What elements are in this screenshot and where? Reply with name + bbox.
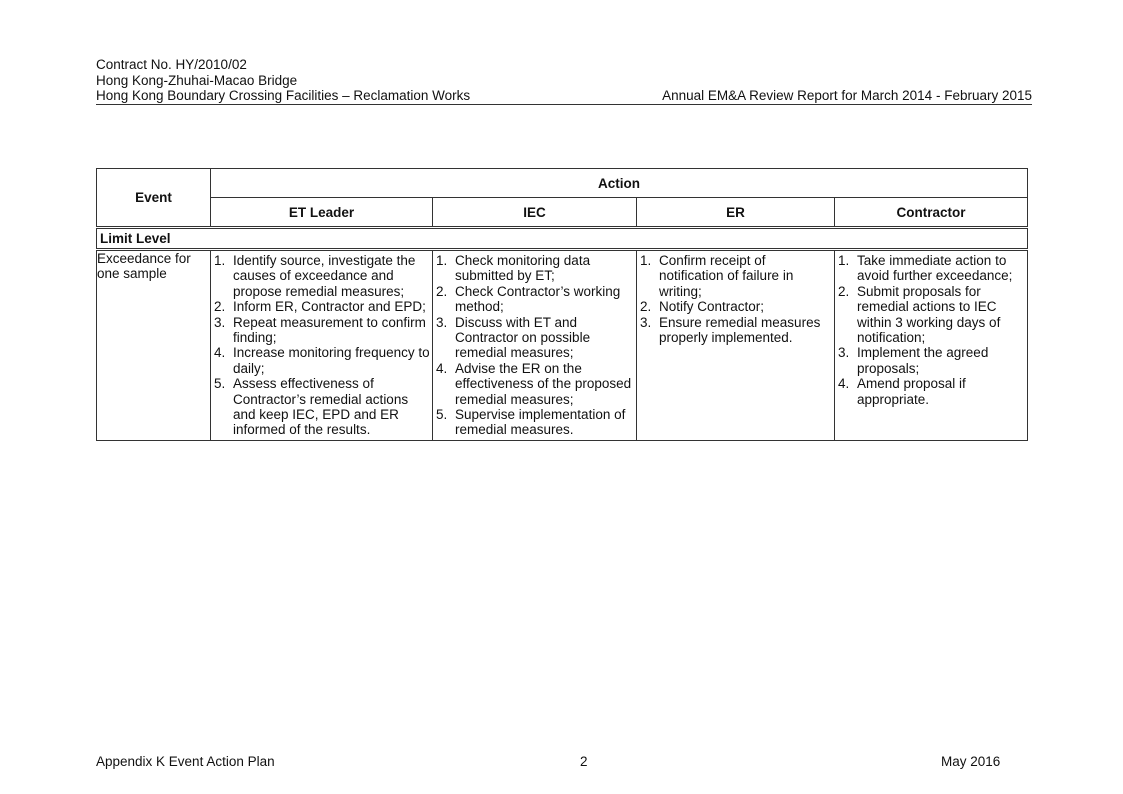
action-item-number: 3. (436, 314, 448, 330)
action-item-text: Implement the agreed proposals; (857, 345, 989, 376)
action-item-number: 1. (640, 253, 652, 268)
action-item-text: Check monitoring data submitted by ET; (455, 253, 591, 284)
action-item-number: 3. (838, 345, 850, 361)
action-item-text: Increase monitoring frequency to daily; (233, 345, 430, 376)
action-item-text: Take immediate action to avoid further exceedance; (857, 253, 1013, 284)
action-item-number: 1. (436, 253, 448, 268)
action-item-text: Submit proposals for remedial actions to IEC within 3 working days of notification; (857, 283, 1001, 346)
table-row (97, 250, 1028, 441)
footer-date: May 2016 (941, 754, 1001, 769)
action-item-number: 4. (214, 345, 226, 361)
report-title: Annual EM&A Review Report for March 2014 - February 2015 (662, 88, 1032, 103)
iec-actions-cell (433, 250, 637, 441)
action-item-number: 5. (436, 407, 448, 423)
action-item-number: 1. (838, 253, 850, 268)
action-item (838, 345, 1025, 376)
action-item (214, 376, 430, 438)
action-item-text: Assess effectiveness of Contractor’s remedial actions and keep IEC, EPD and ER informed of the results. (233, 376, 409, 438)
role-header-iec: IEC (433, 198, 637, 228)
action-item (640, 299, 832, 314)
action-item (436, 253, 634, 284)
contractor-actions-cell (835, 250, 1028, 441)
role-header-contractor: Contractor (835, 198, 1028, 228)
action-item (214, 299, 430, 314)
action-item (214, 253, 430, 299)
footer-appendix-title: Appendix K Event Action Plan (96, 754, 275, 769)
event-action-table (96, 168, 1028, 441)
et-leader-actions (211, 251, 432, 440)
action-item (436, 407, 634, 438)
action-item-number: 3. (214, 314, 226, 330)
contract-number: Contract No. HY/2010/02 (96, 57, 247, 72)
action-item (838, 376, 1025, 407)
action-item (436, 315, 634, 361)
action-item-text: Confirm receipt of notification of failure in writing; (659, 253, 794, 299)
action-item-number: 4. (436, 360, 448, 376)
page-header (96, 57, 1032, 104)
er-actions-cell (637, 250, 835, 441)
table-header-row (97, 169, 1028, 198)
action-item-text: Advise the ER on the effectiveness of the proposed remedial measures; (455, 360, 632, 407)
er-actions (637, 251, 834, 347)
event-cell: Exceedance for one sample (97, 250, 211, 441)
action-item (436, 284, 634, 315)
action-item (838, 253, 1025, 284)
section-row (97, 228, 1028, 250)
action-item (214, 345, 430, 376)
role-header-er: ER (637, 198, 835, 228)
action-item-number: 3. (640, 314, 652, 330)
action-item-text: Check Contractor’s working method; (455, 283, 621, 315)
contractor-actions (835, 251, 1027, 409)
action-item-text: Amend proposal if appropriate. (857, 376, 966, 407)
action-item (640, 315, 832, 346)
action-item-text: Inform ER, Contractor and EPD; (233, 299, 426, 315)
et-leader-actions-cell (211, 250, 433, 441)
action-item-text: Identify source, investigate the causes of exceedance and propose remedial measures; (233, 253, 416, 299)
action-item-number: 2. (640, 299, 652, 315)
action-item-text: Ensure remedial measures properly implemented. (659, 314, 821, 346)
action-item-number: 5. (214, 376, 226, 392)
action-item-number: 4. (838, 376, 850, 392)
action-item-number: 1. (214, 253, 226, 268)
action-item-text: Repeat measurement to confirm finding; (233, 314, 426, 346)
action-item-text: Notify Contractor; (659, 299, 765, 315)
event-column-header: Event (97, 169, 211, 228)
role-header-row (97, 198, 1028, 228)
iec-actions (433, 251, 636, 440)
action-item-text: Discuss with ET and Contractor on possible remedial measures; (455, 314, 591, 361)
action-item (436, 361, 634, 407)
action-item-number: 2. (436, 283, 448, 299)
role-header-et-leader: ET Leader (211, 198, 433, 228)
footer-page-number: 2 (580, 754, 588, 769)
action-item-text: Supervise implementation of remedial measures. (455, 407, 626, 438)
action-item-number: 2. (214, 299, 226, 315)
action-item (214, 315, 430, 346)
section-label: Limit Level (97, 228, 1028, 250)
header-divider (96, 104, 1032, 105)
action-item (640, 253, 832, 299)
action-item (838, 284, 1025, 346)
action-item-number: 2. (838, 283, 850, 299)
works-name: Hong Kong Boundary Crossing Facilities – Reclamation Works (96, 88, 471, 103)
action-column-header: Action (211, 169, 1028, 198)
project-name: Hong Kong-Zhuhai-Macao Bridge (96, 72, 298, 88)
